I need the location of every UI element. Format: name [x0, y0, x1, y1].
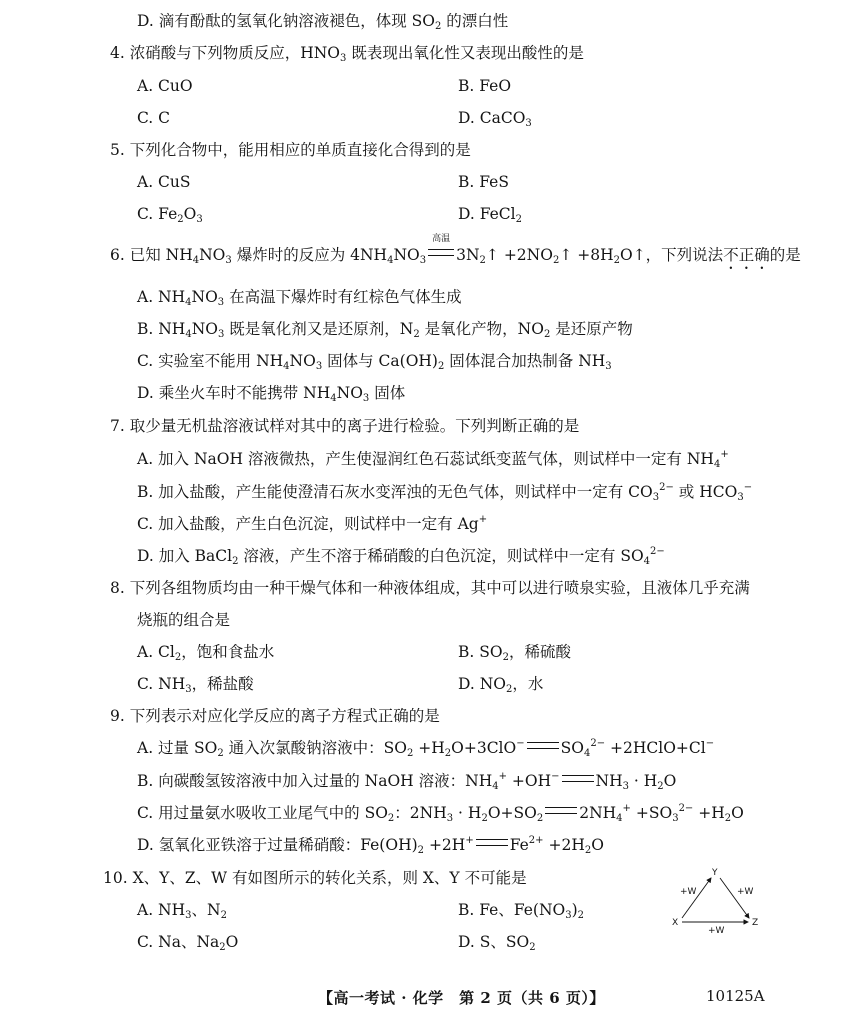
q7-option-d: D. 加入 BaCl$_2$ 溶液，产生不溶于稀硝酸的白色沉淀，则试样中一定有 $SO_4^{2-}$: [137, 546, 665, 567]
q8-option-d: D. $NO_2$，水: [458, 675, 544, 695]
q5-option-c: C. $Fe_2O_3$: [137, 205, 203, 225]
q3-option-d: D. 滴有酚酞的氢氧化钠溶液褪色，体现 $SO_2$ 的漂白性: [137, 12, 509, 32]
q10-option-b: B. Fe、$Fe(NO_3)_2$: [458, 901, 585, 921]
diagram-label-y: Y: [712, 868, 718, 878]
q5-option-b: B. FeS: [458, 173, 509, 191]
q4-option-d: D. CaCO$_3$: [458, 109, 532, 129]
q8-stem-line2: 烧瓶的组合是: [137, 611, 231, 629]
q5-option-a: A. CuS: [137, 173, 191, 191]
reaction-condition: 高温: [426, 245, 456, 265]
q9-option-c: C. 用过量氨水吸收工业尾气中的 $SO_2$：$2NH_3 \cdot H_2O+SO_2$ $2NH_4^+ +SO_3^{2-} +H_2O$: [137, 803, 744, 824]
diagram-label-x: X: [672, 918, 679, 928]
q7-option-a: A. 加入 NaOH 溶液微热，产生使湿润红色石蕊试纸变蓝气体，则试样中一定有 $NH_4^+$: [137, 449, 729, 470]
q9-option-d: D. 氢氧化亚铁溶于过量稀硝酸：$Fe(OH)_2 +2H^+$ $Fe^{2+} +2H_2O$: [137, 835, 604, 856]
diagram-label-w-left: +W: [680, 887, 697, 897]
q10-option-a: A. $NH_3$、$N_2$: [137, 901, 227, 921]
q8-option-c: C. $NH_3$，稀盐酸: [137, 675, 254, 695]
emphasis-not-correct: 不正确: [723, 246, 770, 264]
q4-option-b: B. FeO: [458, 77, 512, 95]
q8-stem-line1: 8. 下列各组物质均由一种干燥气体和一种液体组成，其中可以进行喷泉实验，且液体几乎充满: [110, 579, 750, 597]
diagram-label-z: Z: [752, 918, 759, 928]
diagram-label-w-bottom: +W: [708, 926, 725, 936]
q7-option-b: B. 加入盐酸，产生能使澄清石灰水变浑浊的无色气体，则试样中一定有 $CO_3^{2-}$ 或 $HCO_3^-$: [137, 482, 753, 503]
q10-option-d: D. S、$SO_2$: [458, 933, 536, 953]
exam-code: 10125A: [706, 987, 765, 1005]
arrow-x-to-y: [682, 878, 711, 918]
q7-option-c: C. 加入盐酸，产生白色沉淀，则试样中一定有 Ag+: [137, 514, 488, 533]
q4-option-c: C. C: [137, 109, 171, 127]
q10-option-c: C. Na、$Na_2O$: [137, 933, 239, 953]
q5-option-d: D. FeCl$_2$: [458, 205, 523, 225]
q10-stem: 10. X、Y、Z、W 有如图所示的转化关系，则 X、Y 不可能是: [103, 869, 527, 887]
q6-option-b: B. $NH_4NO_3$ 既是氧化剂又是还原剂，$N_2$ 是氧化产物，$NO_2$ 是还原产物: [137, 320, 633, 340]
q10-conversion-diagram: [668, 866, 768, 936]
q6-option-a: A. $NH_4NO_3$ 在高温下爆炸时有红棕色气体生成: [137, 288, 462, 308]
q6-option-c: C. 实验室不能用 $NH_4NO_3$ 固体与 $Ca(OH)_2$ 固体混合加热制备 $NH_3$: [137, 352, 612, 372]
q4-stem: 4. 浓硝酸与下列物质反应，$HNO_3$ 既表现出氧化性又表现出酸性的是: [110, 44, 584, 64]
q6-option-d: D. 乘坐火车时不能携带 $NH_4NO_3$ 固体: [137, 384, 406, 404]
q8-option-b: B. $SO_2$，稀硫酸: [458, 643, 571, 663]
q9-option-a: A. 过量 $SO_2$ 通入次氯酸钠溶液中：$SO_2 +H_2O+3ClO^-$ $SO_4^{2-}$ +2HClO+Cl−: [137, 738, 715, 759]
diagram-label-w-right: +W: [737, 887, 754, 897]
arrow-y-to-z: [720, 878, 749, 918]
q6-stem: 6. 已知 $NH_4NO_3$ 爆炸时的反应为 $4NH_4NO_3$ 高温 $3N_2↑$ $+2NO_2↑$ $+8H_2O↑$，下列说法不正确的是: [110, 234, 801, 266]
q9-stem: 9. 下列表示对应化学反应的离子方程式正确的是: [110, 707, 440, 725]
page-footer: 【高一考试 · 化学 第 2 页（共 6 页）】: [318, 989, 605, 1007]
q4-option-a: A. CuO: [137, 77, 193, 95]
q8-option-a: A. $Cl_2$，饱和食盐水: [137, 643, 275, 663]
q5-stem: 5. 下列化合物中，能用相应的单质直接化合得到的是: [110, 141, 471, 159]
q7-stem: 7. 取少量无机盐溶液试样对其中的离子进行检验。下列判断正确的是: [110, 417, 580, 435]
q9-option-b: B. 向碳酸氢铵溶液中加入过量的 NaOH 溶液：$NH_4^+ +OH^-$ $NH_3 \cdot H_2O$: [137, 771, 677, 792]
